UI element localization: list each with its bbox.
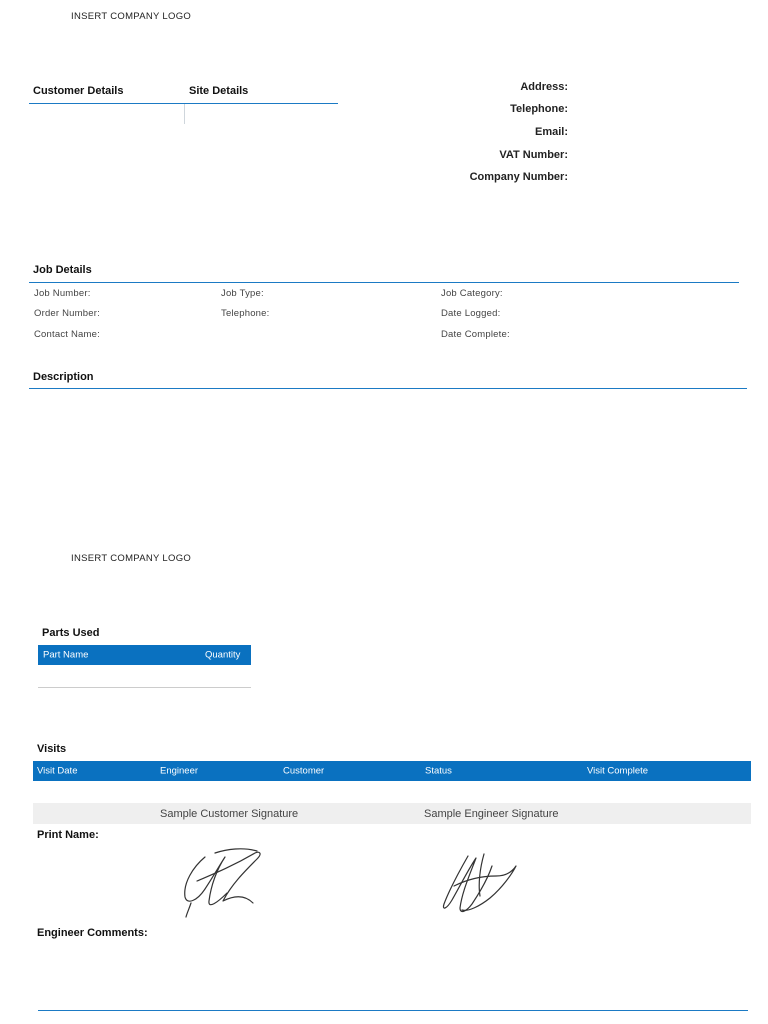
signature-header-bar bbox=[33, 803, 751, 824]
date-complete-label: Date Complete: bbox=[441, 329, 510, 340]
description-heading: Description bbox=[33, 371, 94, 383]
visits-heading: Visits bbox=[37, 743, 67, 755]
customer-column: Customer bbox=[283, 765, 325, 777]
footer-rule bbox=[38, 1010, 748, 1011]
order-number-label: Order Number: bbox=[34, 308, 100, 319]
company-address-label: Address: bbox=[520, 81, 568, 93]
job-details-divider bbox=[29, 282, 739, 283]
company-number-label: Company Number: bbox=[469, 171, 568, 183]
customer-signature-image bbox=[175, 845, 270, 920]
parts-table-bottom-rule bbox=[38, 687, 251, 688]
part-name-column: Part Name bbox=[43, 649, 89, 661]
company-telephone-label: Telephone: bbox=[510, 103, 568, 115]
customer-signature-label: Sample Customer Signature bbox=[160, 807, 299, 820]
company-email-label: Email: bbox=[534, 126, 568, 138]
engineer-comments-label: Engineer Comments: bbox=[37, 927, 148, 939]
visit-date-column: Visit Date bbox=[37, 765, 78, 777]
visits-table-header bbox=[33, 761, 751, 781]
print-name-label: Print Name: bbox=[37, 829, 99, 841]
company-logo-placeholder-2: INSERT COMPANY LOGO bbox=[71, 553, 192, 564]
engineer-signature-image bbox=[432, 848, 527, 920]
engineer-column: Engineer bbox=[160, 765, 199, 777]
job-category-label: Job Category: bbox=[441, 288, 503, 299]
job-number-label: Job Number: bbox=[34, 288, 91, 299]
visit-complete-column: Visit Complete bbox=[587, 765, 649, 777]
job-details-heading: Job Details bbox=[33, 264, 92, 276]
details-column-divider bbox=[184, 104, 185, 124]
company-logo-placeholder: INSERT COMPANY LOGO bbox=[71, 11, 192, 22]
description-divider bbox=[29, 388, 747, 389]
job-telephone-label: Telephone: bbox=[221, 308, 270, 319]
contact-name-label: Contact Name: bbox=[34, 329, 100, 340]
site-details-heading: Site Details bbox=[189, 85, 249, 97]
customer-details-heading: Customer Details bbox=[33, 85, 124, 97]
quantity-column: Quantity bbox=[205, 649, 241, 661]
job-type-label: Job Type: bbox=[221, 288, 264, 299]
parts-table-header bbox=[38, 645, 251, 665]
parts-used-heading: Parts Used bbox=[42, 627, 100, 639]
status-column: Status bbox=[425, 765, 452, 777]
engineer-signature-label: Sample Engineer Signature bbox=[424, 807, 559, 820]
company-vat-label: VAT Number: bbox=[499, 149, 568, 161]
date-logged-label: Date Logged: bbox=[441, 308, 501, 319]
